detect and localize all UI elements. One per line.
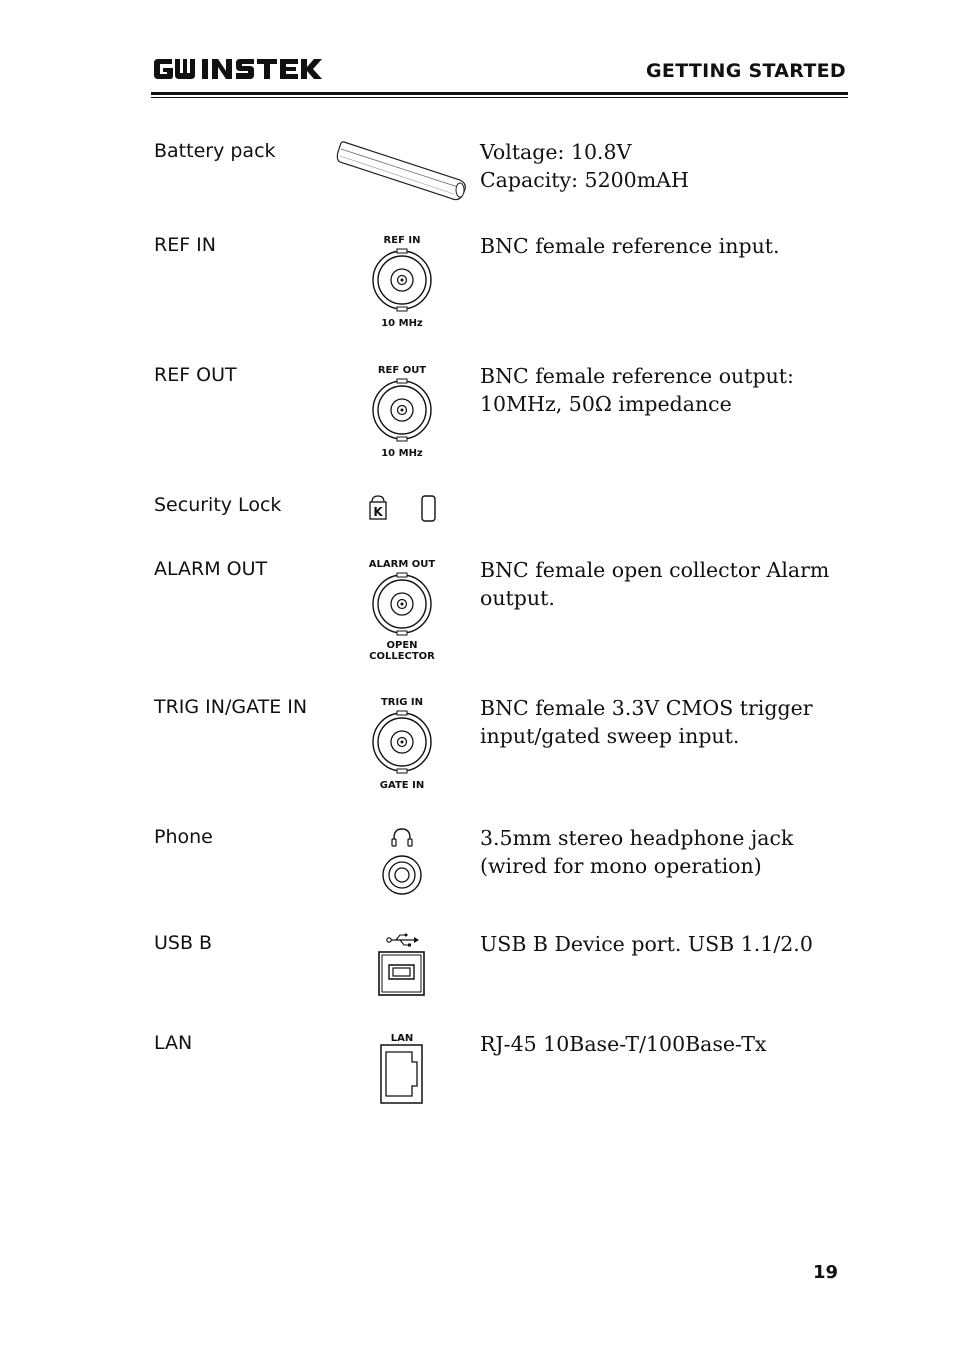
gw-instek-logo	[152, 56, 324, 82]
page-number: 19	[813, 1262, 839, 1283]
connector-top-label: REF OUT	[377, 365, 427, 376]
battery-pack-icon	[336, 140, 468, 204]
row-description	[480, 694, 840, 750]
row-label: USB B	[154, 932, 213, 954]
row-description	[480, 1030, 840, 1058]
row-label: ALARM OUT	[154, 558, 268, 580]
bnc-connector-icon	[366, 364, 438, 462]
connector-top-label: LAN	[390, 1033, 414, 1044]
connector-top-label: REF IN	[383, 235, 421, 246]
usb-b-port-icon	[376, 932, 428, 998]
headphone-jack-icon	[378, 826, 426, 898]
desc-line: RJ-45 10Base-T/100Base-Tx	[480, 1032, 767, 1056]
desc-line: BNC female reference input.	[480, 234, 780, 258]
desc-line: 3.5mm stereo headphone jack	[480, 826, 794, 850]
connector-bottom-label-2: COLLECTOR	[369, 651, 435, 662]
row-label: REF IN	[154, 234, 216, 256]
connector-bottom-label: 10 MHz	[381, 448, 423, 459]
row-label: REF OUT	[154, 364, 237, 386]
row-label: Phone	[154, 826, 213, 848]
bnc-connector-icon	[366, 696, 438, 794]
header-divider	[151, 92, 848, 95]
header-divider-thin	[151, 97, 848, 98]
logo-mark-icon	[152, 56, 324, 82]
row-label: Battery pack	[154, 140, 276, 162]
row-description	[480, 824, 840, 880]
desc-line: BNC female 3.3V CMOS trigger	[480, 696, 813, 720]
desc-line: input/gated sweep input.	[480, 724, 740, 748]
desc-line: 10MHz, 50Ω impedance	[480, 392, 732, 416]
row-description	[480, 362, 840, 418]
desc-line: Capacity: 5200mAH	[480, 168, 689, 192]
svg-text:K: K	[373, 505, 383, 519]
row-description	[480, 556, 840, 612]
bnc-connector-icon	[366, 558, 438, 664]
desc-line: USB B Device port. USB 1.1/2.0	[480, 932, 813, 956]
desc-line: Voltage: 10.8V	[480, 140, 632, 164]
row-description	[480, 138, 840, 194]
row-description	[480, 930, 840, 958]
security-lock-icon	[368, 494, 440, 524]
lan-port-icon	[376, 1032, 428, 1106]
connector-top-label: TRIG IN	[380, 697, 424, 708]
row-label: TRIG IN/GATE IN	[154, 696, 308, 718]
desc-line: output.	[480, 586, 555, 610]
connector-bottom-label: GATE IN	[379, 780, 425, 791]
usb-symbol-icon	[387, 934, 419, 947]
desc-line: (wired for mono operation)	[480, 854, 762, 878]
connector-top-label: ALARM OUT	[368, 559, 436, 570]
row-description	[480, 232, 840, 260]
connector-bottom-label: OPEN	[386, 640, 418, 651]
connector-bottom-label: 10 MHz	[381, 318, 423, 329]
row-label: Security Lock	[154, 494, 282, 516]
row-label: LAN	[154, 1032, 193, 1054]
section-title: GETTING STARTED	[646, 60, 846, 82]
bnc-connector-icon	[366, 234, 438, 332]
desc-line: BNC female reference output:	[480, 364, 794, 388]
desc-line: BNC female open collector Alarm	[480, 558, 830, 582]
headphone-icon	[392, 829, 412, 846]
